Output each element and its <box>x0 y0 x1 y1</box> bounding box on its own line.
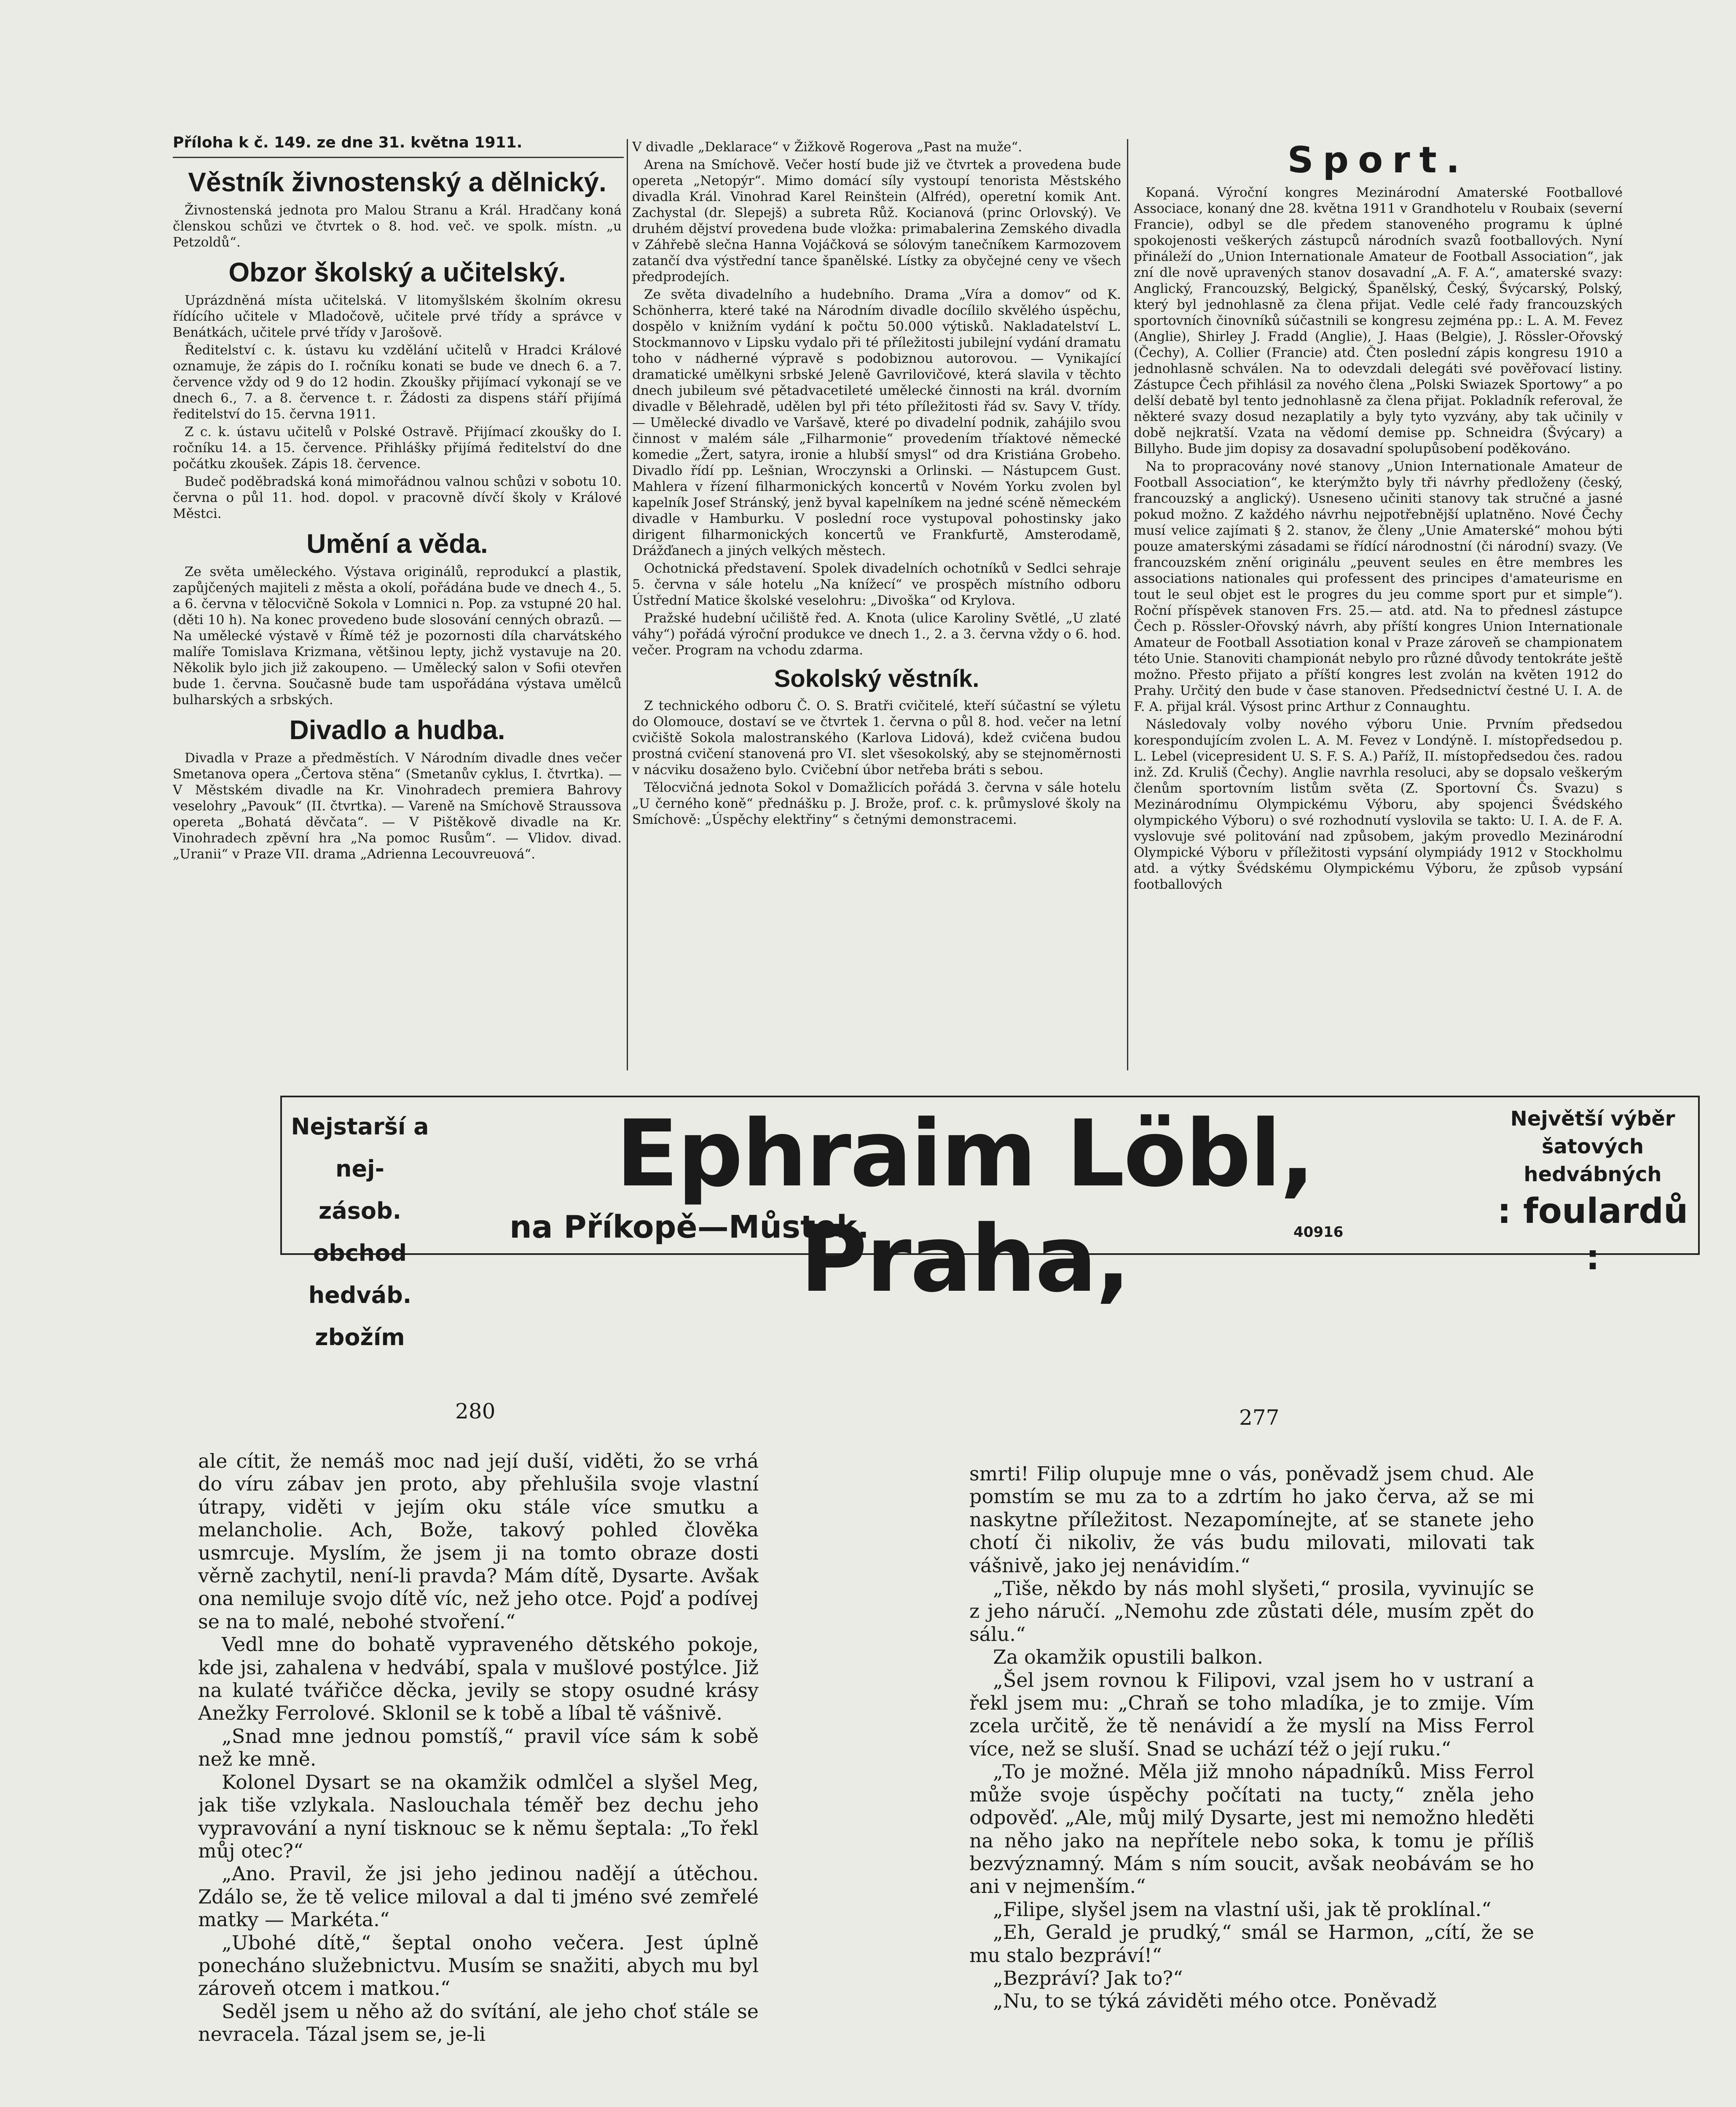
ad-right-text <box>1496 1105 1690 1281</box>
article-kopana: Kopaná. Výroční kongres Mezinárodní Amaterské Footballové Associace, konaný dne 28. května 1911 v Grandhotelu v Roubaix (severní Francie), odbyl se dle předem stanoveného programu k úplné spokojenosti veškerých zástupců národních svazů footballových. Nyní přináleží do „Union Internationale Amateur de Football Association“, jak zní dle nově upravených stanov dosavadní „A. F. A.“, amaterské svazy: Anglický, Francouzský, Belgický, Španělský, Český, Švýcarský, Polský, který byl jednohlasně za člena přijat. Vedle celé řady francouzských sportovních činovníků súčastnili se kongresu zejména pp.: L. A. M. Fevez (Anglie), Shirley J. Fradd (Anglie), J. Haas (Belgie), J. Rössler-Ořovský (Čechy), A. Collier (Francie) atd. Čten poslední zápis kongresu 1910 a jednohlasně schválen. Na to odevzdali delegáti své pověřovací listiny. Zástupce Čech přihlásil za nového člena „Polski Swiazek Sportowy“ a po delší debatě byl tento jednohlasně za člena přijat. Pokladník referoval, že některé svazy dosud nezaplatily a byly tyto vyzvány, aby tak učinily v době nejkratší. Vzata na vědomí demise pp. Schneidra (Švýcary) a Billyho. Bude jim dopisy za dosavadní spolupůsobení poděkováno. <box>1134 185 1623 456</box>
book-left-para: ale cítit, že nemáš moc nad její duší, viděti, žo se vrhá do víru zábav jen proto, aby přehlušila svoje vlastní útrapy, viděti v jejím oku stále více smutku a melancholie. Ach, Bože, takový pohled člověka usmrcuje. Myslím, že jsem ji na tomto obraze dosti věrně zachytil, není-li pravda? Mám dítě, Dysarte. Avšak ona nemiluje svojo dítě víc, než jeho otce. Pojď a podívej se na to malé, nebohé stvoření.“ <box>198 1450 759 1633</box>
book-right-para: smrti! Filip olupuje mne o vás, poněvadž jsem chud. Ale pomstím se mu za to a zdrtím ho jako červa, až se mi naskytne příležitost. Nezapomínejte, ať se stanete jeho chotí či nikoliv, že vás budu milovati, milovati tak vášnivě, jako jej nenávidím.“ <box>969 1462 1534 1577</box>
ad-left-line-1: Nejstarší a nej- <box>291 1113 429 1182</box>
page-number-right: 277 <box>1239 1405 1280 1430</box>
article-reditelstvi-hradec: Ředitelství c. k. ústavu ku vzdělání učitelů v Hradci Králové oznamuje, že zápis do I. ročníku konati se bude ve dnech 6. a 7. července vždy od 9 do 12 hodin. Zkoušky přijímací vykonají se ve dnech 6., 7. a 8. července t. r. Žádosti za dispens stáří přijímá ředitelství do 15. června 1911. <box>173 343 622 422</box>
masthead-rule <box>173 157 624 158</box>
book-page-right <box>969 1462 1534 2107</box>
column-1 <box>173 160 622 1091</box>
column-3 <box>1134 139 1623 1091</box>
ad-right-line-1: Největší výběr <box>1510 1107 1675 1131</box>
article-zivnostenska-jednota: Živnostenská jednota pro Malou Stranu a Král. Hradčany koná členskou schůzi ve čtvrtek o 8. hod. več. ve spolk. místn. „u Petzoldů“. <box>173 203 622 250</box>
book-left-para: Vedl mne do bohatě vypraveného dětského pokoje, kde jsi, zahalena v hedvábí, spala v mušlové postýlce. Již na kulaté tvářičce děcka, jevily se stopy osudné krásy Anežky Ferrolové. Sklonil se k tobě a líbal tě vášnivě. <box>198 1633 759 1725</box>
article-ze-sveta-umeleckeho: Ze světa uměleckého. Výstava originálů, reprodukcí a plastik, zapůjčených majiteli z města a okolí, pořádána bude ve dnech 4., 5. a 6. června v tělocvičně Sokola v Lomnici n. Pop. za vstupné 20 hal. (děti 10 h). Na konec provedeno bude slosování cenných obrazů. — Na umělecké výstavě v Římě též je pozornosti díla charvátského malíře Tomislava Krizmana, většinou lepty, jichž vystavuje na 20. Několik bylo jich již zakoupeno. — Umělecký salon v Sofii otevřen bude 1. června. Současně bude tam uspořádána výstava umělců bulharských a srbských. <box>173 564 622 708</box>
book-right-para: „Nu, to se týká záviděti mého otce. Poněvadž <box>993 1989 1437 2013</box>
heading-sport: Sport. <box>1287 139 1469 181</box>
book-right-para: Za okamžik opustili balkon. <box>993 1646 1264 1669</box>
book-right-para: „Tiše, někdo by nás mohl slyšeti,“ prosila, vyvinujíc se z jeho náručí. „Nemohu zde zůstati déle, musím zpět do sálu.“ <box>969 1577 1534 1646</box>
book-left-para: „Ano. Pravil, že jsi jeho jedinou nadějí a útěchou. Zdálo se, že tě velice miloval a dal ti jméno své zemřelé matky — Markéta.“ <box>198 1862 759 1931</box>
article-hudebni-uciliste: Pražské hudební učiliště řed. A. Knota (ulice Karoliny Světlé, „U zlaté váhy“) pořádá výroční produkce ve dnech 1., 2. a 3. června vždy o 6. hod. večer. Program na vchodu zdarma. <box>632 611 1121 658</box>
book-left-para: „Ubohé dítě,“ šeptal onoho večera. Jest úplně ponecháno služebnictvu. Musím se snažiti, abych mu byl zároveň otcem i matkou.“ <box>198 1931 759 2000</box>
column-divider-2 <box>1127 139 1128 1070</box>
article-volby: Následovaly volby nového výboru Unie. Prvním předsedou korespondujícím zvolen L. A. M. Fevez v Londýně. I. místopředsedou p. L. Lebel (vicepresident U. S. F. S. A.) Paříž, II. místopředsedou čes. radou inž. Zd. Kruliš (Čechy). Anglie navrhla resoluci, aby se dopsalo veškerým členům sportovním listům světa (Z. Sportovní Čs. Svazu) s Mezinárodnímu Olympickému Výboru, aby spojenci Švédského olympického Výboru) o své rozhodnutí vyslovila se takto: U. I. A. de F. A. vyslovuje své politování nad způsobem, jakým provedlo Mezinárodní Olympické Výboru v příležitosti vypsání olympiády 1912 v Stockholmu atd. a výtky Švédskému Olympickému Výboru, že způsob vypsání footballových <box>1134 717 1623 892</box>
book-left-para: „Snad mne jednou pomstíš,“ pravil více sám k sobě než ke mně. <box>198 1724 759 1771</box>
article-domazlice: Tělocvičná jednota Sokol v Domažlicích pořádá 3. června v sále hotelu „U černého koně“ přednášku p. J. Brože, prof. c. k. průmyslové školy na Smíchově: „Úspěchy elektřiny“ s četnými demonstracemi. <box>632 780 1121 827</box>
ad-address: na Příkopě—Můstek. <box>510 1209 869 1245</box>
book-right-para: „Filipe, slyšel jsem na vlastní uši, jak tě proklínal.“ <box>993 1898 1492 1921</box>
article-arena-smichov: Arena na Smíchově. Večer hostí bude již ve čtvrtek a provedena bude opereta „Netopýr“. Mimo domácí síly vystoupí tenorista Městského divadla Král. Vinohrad Karel Reinštein (Alfréd), operetní komik Ant. Zachystal (dr. Slepejš) a subreta Růž. Kocianová (princ Orlovský). Ve druhém dějství provedena bude vložka: primabalerina Zemského divadla v Záhřebě slečna Hanna Vojáčková se sólovým tanečníkem Karmozovem zatančí dva výstřední tance španělské. Lístky za obyčejné ceny ve všech předprodejích. <box>632 157 1121 284</box>
heading-divadlo: Divadlo a hudba. <box>289 715 505 745</box>
ad-code: 40916 <box>1293 1224 1344 1241</box>
book-left-para: Kolonel Dysart se na okamžik odmlčel a slyšel Meg, jak tiše vzlykala. Naslouchala téměř bez dechu jeho vypravování a nyní tisknouc se k němu šeptala: „To řekl můj otec?“ <box>198 1770 759 1862</box>
page-number-left: 280 <box>455 1399 496 1423</box>
heading-skolsky: Obzor školský a učitelský. <box>228 257 566 287</box>
ad-left-line-2: zásob. obchod <box>313 1198 407 1266</box>
article-ochotnicka: Ochotnická představení. Spolek divadelních ochotníků v Sedlci sehraje 5. června v sále hotelu „Na knížecí“ ve prospěch místního odboru Ústřední Matice školské veselohru: „Divoška“ od Krylova. <box>632 561 1121 608</box>
book-page-left <box>198 1450 759 2107</box>
article-divadla-v-praze: Divadla v Praze a předměstích. V Národním divadle dnes večer Smetanova opera „Čertova stěna“ (Smetanův cyklus, I. čtvrtka). — V Městském divadle na Kr. Vinohradech premiera Bahrovy veselohry „Pavouk“ (II. čtvrtka). — Vareně na Smíchově Straussova opereta „Bohatá děvčata“. — V Pištěkově divadle na Kr. Vinohradech zpěvní hra „Na pomoc Rusům“. — Vlidov. divad. „Uranii“ v Praze VII. drama „Adrienna Lecouvreuová“. <box>173 751 622 862</box>
article-deklarace: V divadle „Deklarace“ v Žižkově Rogerova „Past na muže“. <box>632 139 1022 155</box>
article-budec: Budeč poděbradská koná mimořádnou valnou schůzi v sobotu 10. června o půl 11. hod. dopol. v pracovně dívčí školy v Králové Městci. <box>173 474 622 521</box>
ad-left-text <box>290 1106 429 1359</box>
column-2 <box>632 139 1121 1091</box>
book-right-para: „Bezpráví? Jak to?“ <box>993 1966 1183 1989</box>
advertisement-lobl <box>280 1096 1700 1351</box>
book-right-para: „To je možné. Měla již mnoho nápadníků. Miss Ferrol může svoje úspěchy počítati na tucty,“ zněla jeho odpověď. „Ale, můj milý Dysarte, jest mi nemožno hleděti na něho jako na nepřítele nebo soka, k tomu je příliš bezvýznamný. Mám s ním soucit, avšak neobávám se ho ani v nejmenším.“ <box>969 1760 1534 1898</box>
ad-left-line-3: hedváb. zbožím <box>308 1282 412 1351</box>
masthead: Příloha k č. 149. ze dne 31. května 1911. <box>173 134 523 151</box>
article-stanovy: Na to propracovány nové stanovy „Union Internationale Amateur de Football Association“, ke kterýmžto byly tři návrhy předloženy (český, francouzský a anglický). Usneseno učiniti stanovy tak stručné a jasné pokud možno. Z každého návrhu nejpotřebnější uplatněno. Nové Čechy musí velice zajímati § 2. stanov, že členy „Unie Amaterské“ mohou býti pouze amaterskými zásadami se řídící národnostní (či národní) svazy. (Ve francouzském znění originálu „peuvent seules en être membres les associations nationales qui professent des principes d'amateurisme en tout le seul objet est le progres du jeu comme sport pur et simple“). Roční příspěvek stanoven Frs. 25.— atd. atd. Na to přednesl zástupce Čech p. Rössler-Ořovský návrh, aby příští kongres Union Internationale Amateur de Football Assotiation konal v Praze zároveň se championatem této Unie. Stanoviti championát nebylo pro různé důvody tentokráte ještě možno. Přesto přijato a příští kongres lest zvolán na květen 1912 do Prahy. Určitý den bude v čase stanoven. Předsednictví čestné U. I. A. de F. A. přijal král. Výsost princ Arthur z Connaughtu. <box>1134 459 1623 714</box>
ad-right-line-3: : foulardů : <box>1497 1191 1688 1278</box>
article-uprazdnena-mista: Uprázdněná místa učitelská. V litomyšlském školním okresu řídícího učitele v Mladočově, učitele prvé třídy a správce v Benátkách, učitele prvé třídy v Jarošově. <box>173 293 622 340</box>
article-polska-ostrava: Z c. k. ústavu učitelů v Polské Ostravě. Přijímací zkoušky do I. ročníku 14. a 15. července. Přihlášky přijímá ředitelství do dne počátku zkoušek. Zápis 18. července. <box>173 424 622 472</box>
book-right-para: „Šel jsem rovnou k Filipovi, vzal jsem ho v ustraní a řekl jsem mu: „Chraň se toho mladíka, je to zmije. Vím zcela určitě, že tě nenávidí a že myslí na Miss Ferrol více, než se sluší. Snad se uchází též o její ruku.“ <box>969 1668 1534 1760</box>
ad-right-line-2: šatových hedvábných <box>1524 1135 1662 1186</box>
column-divider-1 <box>627 139 628 1070</box>
heading-umeni: Umění a věda. <box>306 528 488 559</box>
article-sveta-divadelniho: Ze světa divadelního a hudebního. Drama „Víra a domov“ od K. Schönherra, které také na Národním divadle docílilo skvělého úspěchu, dospělo v knižním vydání k počtu 50.000 výtisků. Nakladatelství L. Stockmannovo v Lipsku vydalo při té příležitosti jubilejní vydání dramatu toho v nádherné výpravě s podobiznou autorovou. — Vynikající dramatické umělkyni srbské Jeleně Gavrilovičové, která slavila v těchto dnech jubileum své pětadvacetileté umělecké činnosti na král. dvorním divadle v Bělehradě, udělen byl při této příležitosti řád sv. Savy V. třídy. — Umělecké divadlo ve Varšavě, které po divadelní podnik, zahájilo svou činnost v malém sále „Filharmonie“ provedením tříaktové německé komedie „Žert, satyra, ironie a hlubší smysl“ od dra Kristiána Grobeho. Divadlo řídí pp. Lešnian, Wroczynski a Orlinski. — Nástupcem Gust. Mahlera v řízení filharmonických koncertů v Novém Yorku zvolen byl kapelník Josef Stránský, jenž byval kapelníkem na jedné scéně německém divadle v Hamburku. V poslední roce vystupoval pohostinsky jako dirigent filharmonických koncertů ve Frankfurtě, Amsterodamě, Drážďanech a jiných velkých městech. <box>632 287 1121 558</box>
book-left-para: Seděl jsem u něho až do svítání, ale jeho choť stále se nevracela. Tázal jsem se, je-li <box>198 2000 759 2046</box>
ad-main-title: Ephraim Löbl, Praha, <box>616 1101 1314 1313</box>
article-technicky-odbor: Z technického odboru Č. O. S. Bratři cvičitelé, kteří súčastní se výletu do Olomouce, dostaví se ve čtvrtek 1. června o půl 8. hod. večer na letní cvičiště Sokola malostranského (Karlova Lidová), kdež cvičena budou prostná cvičení stanovená pro VI. slet všesokolský, aby se stejnoměrnosti v nácviku dosaženo bylo. Cvičební úbor netřeba bráti s sebou. <box>632 698 1121 777</box>
heading-zivnostensky: Věstník živnostenský a dělnický. <box>188 167 606 197</box>
book-right-para: „Eh, Gerald je prudký,“ smál se Harmon, „cítí, že se mu stalo bezpráví!“ <box>969 1921 1534 1967</box>
heading-sokolsky: Sokolský věstník. <box>774 665 979 692</box>
